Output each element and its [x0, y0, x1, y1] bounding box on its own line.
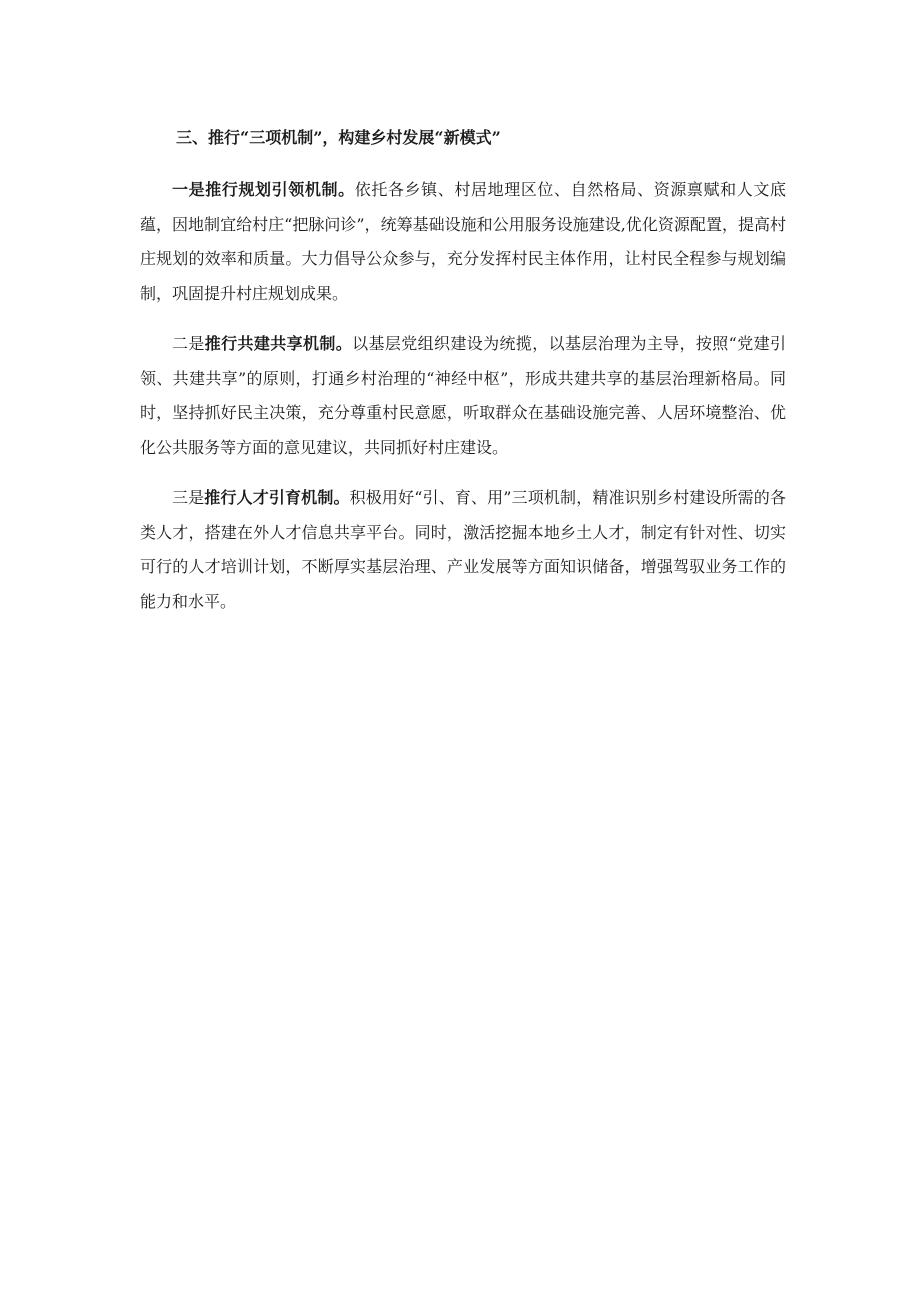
paragraph-lead-bold: 一是推行规划引领机制。 — [172, 180, 355, 199]
paragraph-body: 积极用好“引、育、用”三项机制，精准识别乡村建设所需的各类人才，搭建在外人才信息共享平台。同时，激活挖掘本地乡土人才，制定有针对性、切实可行的人才培训计划，不断厚实基层治理、产业发展等方面知识储备，增强驾驭业务工作的能力和水平。 — [140, 488, 786, 611]
paragraph-body: 依托各乡镇、村居地理区位、自然格局、资源禀赋和人文底蕴，因地制宜给村庄“把脉问诊”，统筹基础设施和公用服务设施建设,优化资源配置，提高村庄规划的效率和质量。大力倡导公众参与，充分发挥村民主体作用，让村民全程参与规划编制，巩固提升村庄规划成果。 — [140, 180, 786, 303]
paragraph-lead-plain: 三是 — [172, 488, 205, 507]
paragraph-talent-mechanism — [140, 481, 786, 619]
document-page — [140, 120, 786, 635]
paragraph-body: 以基层党组织建设为统揽，以基层治理为主导，按照“党建引领、共建共享”的原则，打通乡村治理的“神经中枢”，形成共建共享的基层治理新格局。同时，坚持抓好民主决策，充分尊重村民意愿，听取群众在基础设施完善、人居环境整治、优化公共服务等方面的意见建议，共同抓好村庄建设。 — [140, 334, 786, 457]
section-heading: 三、推行“三项机制”，构建乡村发展“新模式” — [176, 128, 501, 147]
paragraph-lead-bold: 推行共建共享机制。 — [204, 334, 353, 353]
paragraph-co-construction-mechanism — [140, 327, 786, 465]
paragraph-lead-bold: 推行人才引育机制。 — [204, 488, 350, 507]
paragraph-planning-mechanism — [140, 173, 786, 311]
paragraph-lead-plain: 二是 — [172, 334, 205, 353]
